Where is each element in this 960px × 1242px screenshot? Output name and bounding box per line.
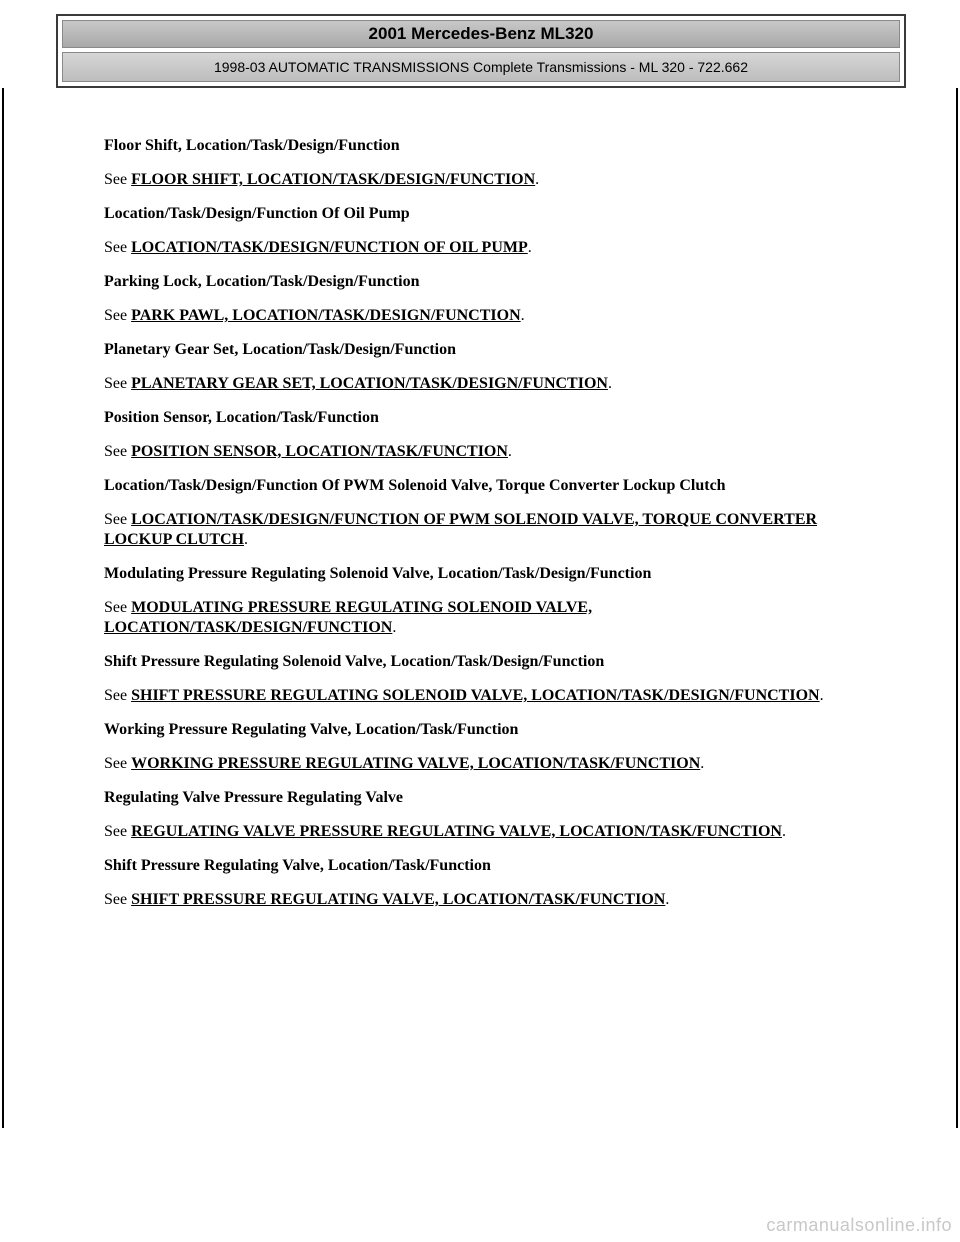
entry-title: Location/Task/Design/Function Of Oil Pump — [104, 205, 410, 222]
cross-reference-link[interactable]: WORKING PRESSURE REGULATING VALVE, LOCATION/TASK/FUNCTION — [131, 755, 701, 772]
see-line: See WORKING PRESSURE REGULATING VALVE, LOCATION/TASK/FUNCTION. — [104, 755, 705, 772]
see-prefix: See — [104, 823, 132, 840]
see-line: See REGULATING VALVE PRESSURE REGULATING VALVE, LOCATION/TASK/FUNCTION. — [104, 823, 786, 840]
entry — [104, 272, 864, 326]
entry-title: Location/Task/Design/Function Of PWM Solenoid Valve, Torque Converter Lockup Clutch — [104, 477, 726, 494]
cross-reference-link[interactable]: SHIFT PRESSURE REGULATING SOLENOID VALVE, LOCATION/TASK/DESIGN/FUNCTION — [131, 687, 820, 704]
entry-title: Modulating Pressure Regulating Solenoid Valve, Location/Task/Design/Function — [104, 565, 652, 582]
header-subtitle: 1998-03 AUTOMATIC TRANSMISSIONS Complete Transmissions - ML 320 - 722.662 — [62, 52, 900, 82]
entry-title: Regulating Valve Pressure Regulating Valve — [104, 789, 403, 806]
entry — [104, 204, 864, 258]
see-prefix: See — [104, 239, 132, 256]
entry — [104, 856, 864, 910]
see-line: See PARK PAWL, LOCATION/TASK/DESIGN/FUNCTION. — [104, 307, 525, 324]
entry — [104, 788, 864, 842]
see-prefix: See — [104, 687, 132, 704]
see-line: See SHIFT PRESSURE REGULATING SOLENOID VALVE, LOCATION/TASK/DESIGN/FUNCTION. — [104, 687, 824, 704]
header-title: 2001 Mercedes-Benz ML320 — [62, 20, 900, 48]
right-frame-line — [956, 88, 958, 1128]
cross-reference-link[interactable]: SHIFT PRESSURE REGULATING VALVE, LOCATION/TASK/FUNCTION — [131, 891, 666, 908]
see-prefix: See — [104, 375, 132, 392]
entry — [104, 652, 864, 706]
see-prefix: See — [104, 755, 132, 772]
see-line: See SHIFT PRESSURE REGULATING VALVE, LOCATION/TASK/FUNCTION. — [104, 891, 670, 908]
entry — [104, 408, 864, 462]
entry — [104, 720, 864, 774]
cross-reference-link[interactable]: PARK PAWL, LOCATION/TASK/DESIGN/FUNCTION — [131, 307, 521, 324]
entry-title: Shift Pressure Regulating Valve, Location/Task/Function — [104, 857, 491, 874]
cross-reference-link[interactable]: FLOOR SHIFT, LOCATION/TASK/DESIGN/FUNCTION — [131, 171, 536, 188]
entry — [104, 564, 864, 638]
page-header — [56, 14, 906, 88]
see-line: See LOCATION/TASK/DESIGN/FUNCTION OF OIL PUMP. — [104, 239, 532, 256]
cross-reference-link[interactable]: LOCATION/TASK/DESIGN/FUNCTION OF OIL PUMP — [131, 239, 528, 256]
entry — [104, 476, 864, 550]
entry-title: Planetary Gear Set, Location/Task/Design/Function — [104, 341, 457, 358]
entry — [104, 136, 864, 190]
cross-reference-link[interactable]: POSITION SENSOR, LOCATION/TASK/FUNCTION — [131, 443, 508, 460]
see-line: See POSITION SENSOR, LOCATION/TASK/FUNCTION. — [104, 443, 512, 460]
entry-title: Parking Lock, Location/Task/Design/Function — [104, 273, 420, 290]
entry — [104, 340, 864, 394]
see-prefix: See — [104, 307, 132, 324]
see-line: See PLANETARY GEAR SET, LOCATION/TASK/DESIGN/FUNCTION. — [104, 375, 612, 392]
entry-title: Working Pressure Regulating Valve, Location/Task/Function — [104, 721, 519, 738]
cross-reference-link[interactable]: LOCATION/TASK/DESIGN/FUNCTION OF PWM SOLENOID VALVE, TORQUE CONVERTER LOCKUP CLUTCH — [104, 511, 818, 548]
entry-title: Shift Pressure Regulating Solenoid Valve, Location/Task/Design/Function — [104, 653, 605, 670]
document-body — [104, 136, 864, 924]
see-prefix: See — [104, 891, 132, 908]
left-frame-line — [2, 88, 4, 1128]
cross-reference-link[interactable]: PLANETARY GEAR SET, LOCATION/TASK/DESIGN/FUNCTION — [131, 375, 608, 392]
cross-reference-link[interactable]: REGULATING VALVE PRESSURE REGULATING VALVE, LOCATION/TASK/FUNCTION — [131, 823, 782, 840]
see-prefix: See — [104, 511, 132, 528]
see-line: See FLOOR SHIFT, LOCATION/TASK/DESIGN/FUNCTION. — [104, 171, 540, 188]
see-prefix: See — [104, 171, 132, 188]
watermark-text: carmanualsonline.info — [766, 1215, 952, 1235]
cross-reference-link[interactable]: MODULATING PRESSURE REGULATING SOLENOID VALVE, LOCATION/TASK/DESIGN/FUNCTION — [104, 599, 593, 636]
see-line: See LOCATION/TASK/DESIGN/FUNCTION OF PWM SOLENOID VALVE, TORQUE CONVERTER LOCKUP CLUTCH. — [104, 511, 818, 548]
see-prefix: See — [104, 443, 132, 460]
entry-title: Position Sensor, Location/Task/Function — [104, 409, 379, 426]
see-line: See MODULATING PRESSURE REGULATING SOLENOID VALVE, LOCATION/TASK/DESIGN/FUNCTION. — [104, 599, 593, 636]
see-prefix: See — [104, 599, 132, 616]
entry-title: Floor Shift, Location/Task/Design/Function — [104, 137, 400, 154]
